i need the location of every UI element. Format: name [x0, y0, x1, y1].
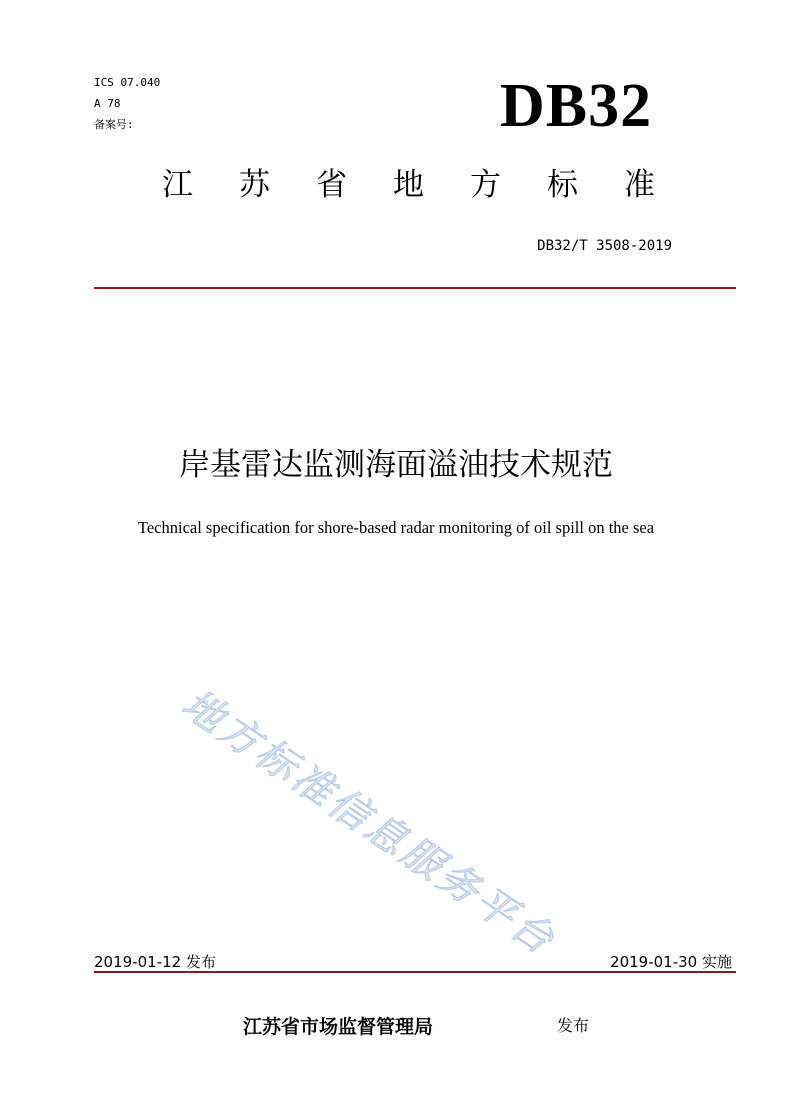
title-english: Technical specification for shore-based radar monitoring of oil spill on the sea — [137, 518, 655, 537]
issue-date: 2019-01-12 发布 — [94, 953, 216, 971]
standard-number: DB32/T 3508-2019 — [537, 238, 672, 254]
bottom-divider — [94, 971, 736, 973]
implementation-date: 2019-01-30 实施 — [610, 953, 732, 971]
ics-code: ICS 07.040 — [94, 76, 161, 89]
issued-label: 发布 — [557, 1016, 590, 1035]
classification-code: A 78 — [94, 97, 121, 110]
issuing-authority: 江苏省市场监督管理局 — [243, 1016, 434, 1038]
document-meta — [94, 72, 160, 135]
top-divider — [94, 287, 736, 289]
title-chinese: 岸基雷达监测海面溢油技术规范 — [179, 447, 613, 483]
watermark: 地方标准信息服务平台 — [173, 680, 565, 966]
standard-code-logo: DB32 — [500, 72, 653, 140]
province-standard-heading: 江苏省地方标准 — [162, 167, 701, 203]
record-number-label: 备案号: — [94, 118, 134, 131]
